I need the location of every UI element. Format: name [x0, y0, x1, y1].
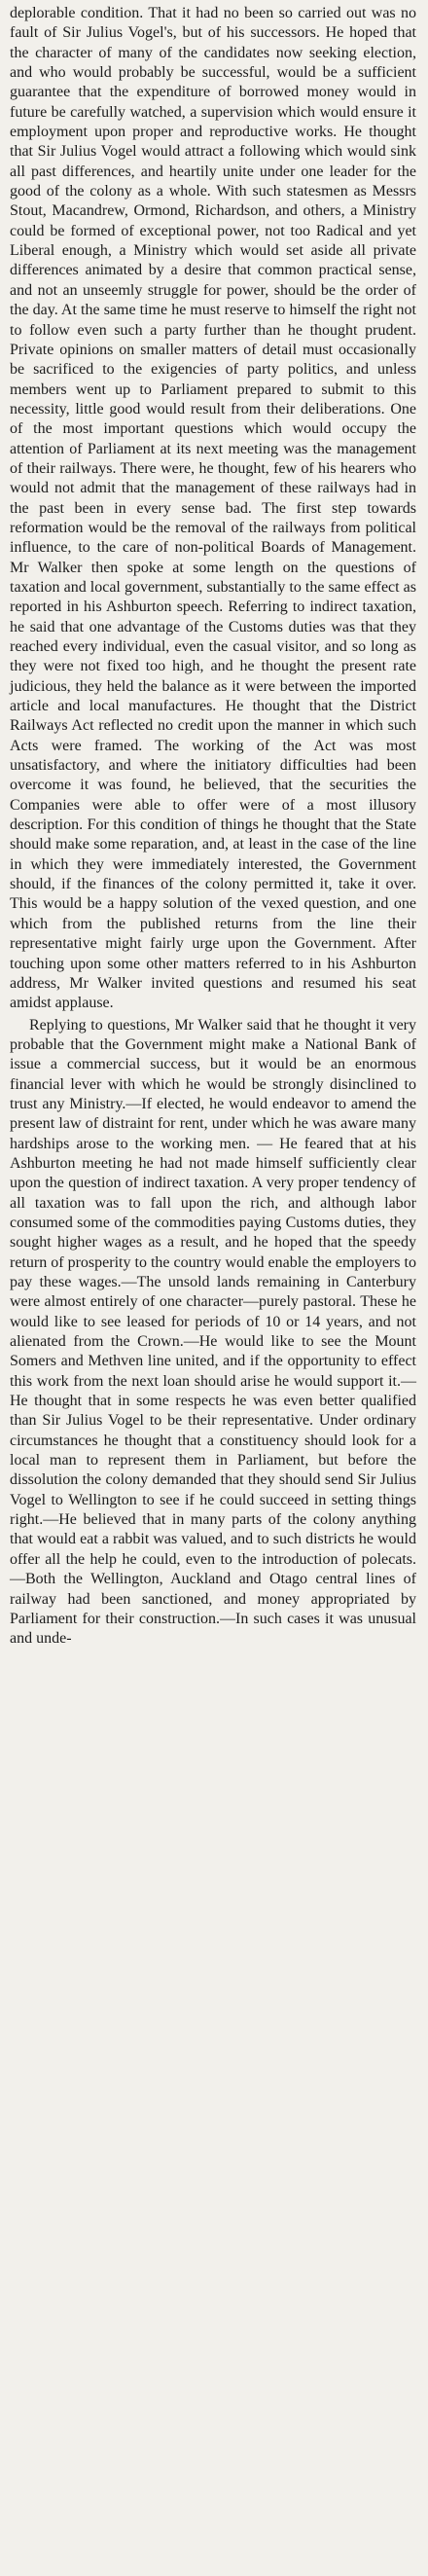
article-paragraph-1: deplorable condition. That it had no been so carried out was no fault of Sir Julius Vogel's, but of his successors. He hoped that the character of many of the candidates now seeking election, and who would probably be successful, would be a sufficient guarantee that the expenditure of borrowed money would in future be carefully watched, a supervision which would ensure it employment upon proper and reproductive works. He thought that Sir Julius Vogel would attract a following which would sink all past differences, and heartily unite under one leader for the good of the colony as a whole. With such statesmen as Messrs Stout, Macandrew, Ormond, Richardson, and others, a Ministry could be formed of exceptional power, not too Radical and yet Liberal enough, a Ministry which would set aside all private differences animated by a desire that common practical sense, and not an unseemly struggle for power, should be the order of the day. At the same time he must reserve to himself the right not to follow even such a party further than he thought prudent. Private opinions on smaller matters of detail must occasionally be sacrificed to the exigencies of party politics, and unless members went up to Parliament prepared to submit to this necessity, little good would result from their deliberations. One of the most important questions which would occupy the attention of Parliament at its next meeting was the management of their railways. There were, he thought, few of his hearers who would not admit that the management of these railways had in the past been in every sense bad. The first step towards reformation would be the removal of the railways from political influence, to the care of non-political Boards of Management. Mr Walker then spoke at some length on the questions of taxation and local government, substantially to the same effect as reported in his Ashburton speech. Referring to indirect taxation, he said that one advantage of the Customs duties was that they reached every individual, even the casual visitor, and so long as they were not fixed too high, and he thought the present rate judicious, they held the balance as it were between the imported article and local manufactures. He thought that the District Railways Act reflected no credit upon the manner in which such Acts were framed. The working of the Act was most unsatisfactory, and where the initiatory difficulties had been overcome it was found, he believed, that the securities the Companies were able to offer were of a most illusory description. For this condition of things he thought that the State should make some reparation, and, at least in the case of the line in which they were immediately interested, the Government should, if the finances of the colony permitted it, take it over. This would be a happy solution of the vexed question, and one which from the published returns from the line their representative might fairly urge upon the Government. After touching upon some other matters referred to in his Ashburton address, Mr Walker invited questions and resumed his seat amidst applause.: [10, 5, 416, 1012]
article-paragraph-2: Replying to questions, Mr Walker said that he thought it very probable that the Government might make a National Bank of issue a commercial success, but it would be an enormous financial lever with which he would be strongly disinclined to trust any Ministry.—If elected, he would endeavor to amend the present law of distraint for rent, under which he was aware many hardships arose to the working men. — He feared that at his Ashburton meeting he had not made himself sufficiently clear upon the question of indirect taxation. A very proper tendency of all taxation was to fall upon the rich, and although labor consumed some of the commodities paying Customs duties, they sought higher wages as a result, and he hoped that the speedy return of prosperity to the country would enable the employers to pay these wages.—The unsold lands remaining in Canterbury were almost entirely of one character—purely pastoral. These he would like to see leased for periods of 10 or 14 years, and not alienated from the Crown.—He would like to see the Mount Somers and Methven line united, and if the opportunity to effect this work from the next loan should arise he would support it.—He thought that in some respects he was even better qualified than Sir Julius Vogel to be their representative. Under ordinary circumstances he thought that a constituency should look for a local man to represent them in Parliament, but before the dissolution the colony demanded that they should send Sir Julius Vogel to Wellington to see if he could succeed in setting things right.—He believed that in many parts of the colony anything that would eat a rabbit was valued, and to such districts he would offer all the help he could, even to the introduction of polecats.—Both the Wellington, Auckland and Otago central lines of railway had been sanctioned, and money appropriated by Parliament for their construction.—In such cases it was unusual and unde-: [10, 1016, 416, 1648]
